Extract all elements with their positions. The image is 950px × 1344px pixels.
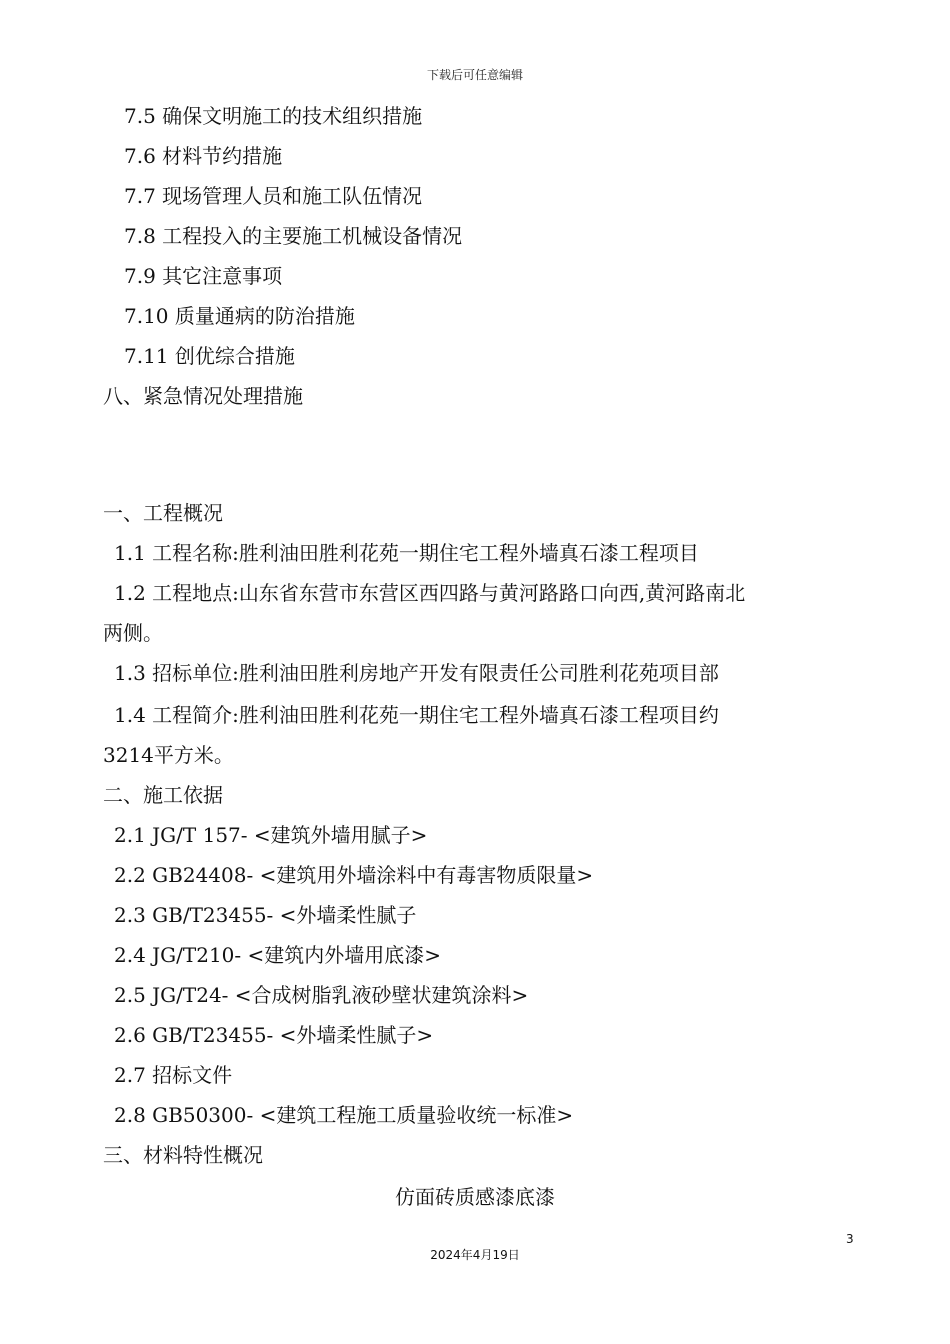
paragraph-1-4: 1.4 工程简介:胜利油田胜利花苑一期住宅工程外墙真石漆工程项目约 <box>114 703 719 727</box>
toc-item-7-9: 7.9 其它注意事项 <box>124 264 283 288</box>
toc-item-7-5: 7.5 确保文明施工的技术组织措施 <box>124 104 423 128</box>
toc-item-7-10: 7.10 质量通病的防治措施 <box>124 304 355 328</box>
page-header: 下载后可任意编辑 <box>426 68 523 82</box>
center-title: 仿面砖质感漆底漆 <box>395 1185 555 1209</box>
paragraph-2-7: 2.7 招标文件 <box>114 1063 233 1087</box>
paragraph-2-3: 2.3 GB/T23455- <外墙柔性腻子 <box>114 903 417 927</box>
paragraph-2-6: 2.6 GB/T23455- <外墙柔性腻子> <box>114 1023 434 1047</box>
paragraph-1-3: 1.3 招标单位:胜利油田胜利房地产开发有限责任公司胜利花苑项目部 <box>114 661 719 685</box>
footer-date: 2024年4月19日 <box>430 1248 520 1262</box>
paragraph-1-1: 1.1 工程名称:胜利油田胜利花苑一期住宅工程外墙真石漆工程项目 <box>114 541 699 565</box>
page-number: 3 <box>846 1232 854 1246</box>
section-heading-2: 二、施工依据 <box>103 783 223 807</box>
section-heading-3: 三、材料特性概况 <box>103 1143 263 1167</box>
toc-item-7-6: 7.6 材料节约措施 <box>124 144 283 168</box>
toc-item-7-11: 7.11 创优综合措施 <box>124 344 295 368</box>
paragraph-1-4-cont: 3214平方米。 <box>103 743 234 767</box>
paragraph-1-2-cont: 两侧。 <box>103 621 163 645</box>
paragraph-1-2: 1.2 工程地点:山东省东营市东营区西四路与黄河路路口向西,黄河路南北 <box>114 581 746 605</box>
paragraph-2-4: 2.4 JG/T210- <建筑内外墙用底漆> <box>114 943 442 967</box>
toc-item-8: 八、紧急情况处理措施 <box>103 384 303 408</box>
section-heading-1: 一、工程概况 <box>103 501 223 525</box>
toc-item-7-7: 7.7 现场管理人员和施工队伍情况 <box>124 184 423 208</box>
toc-item-7-8: 7.8 工程投入的主要施工机械设备情况 <box>124 224 463 248</box>
paragraph-2-2: 2.2 GB24408- <建筑用外墙涂料中有毒害物质限量> <box>114 863 594 887</box>
paragraph-2-1: 2.1 JG/T 157- <建筑外墙用腻子> <box>114 823 428 847</box>
paragraph-2-8: 2.8 GB50300- <建筑工程施工质量验收统一标准> <box>114 1103 574 1127</box>
paragraph-2-5: 2.5 JG/T24- <合成树脂乳液砂壁状建筑涂料> <box>114 983 529 1007</box>
